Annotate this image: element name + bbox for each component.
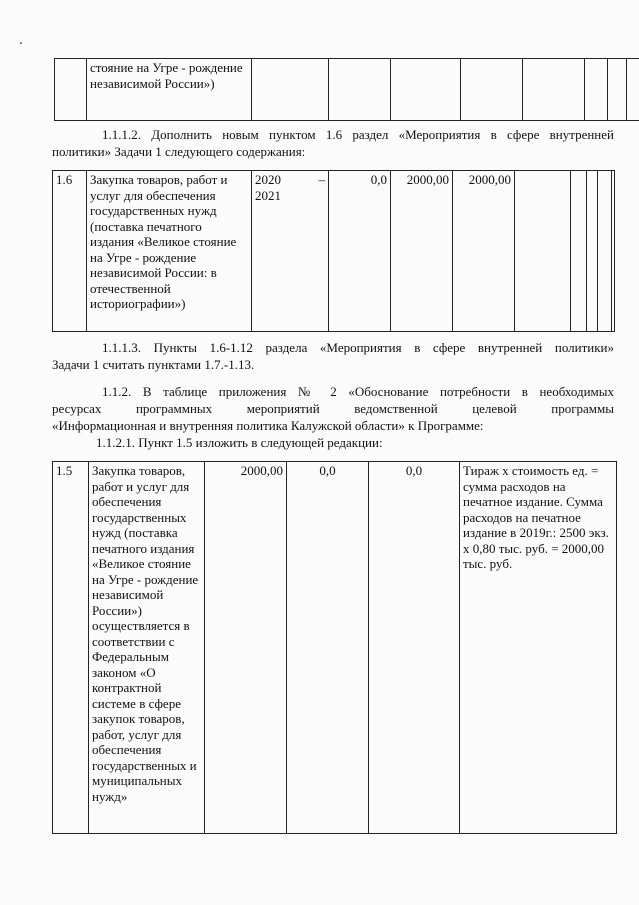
- years-from: 2020: [255, 172, 281, 187]
- cell-justification: Тираж х стоимость ед. = сумма расходов на печатное издание. Сумма расходов на печатное издание в 2019г.: 2500 экз. х 0,80 тыс. руб. = 2000,00 тыс. руб.: [460, 462, 617, 834]
- cell-empty: [571, 171, 587, 332]
- cell-name: Закупка товаров, работ и услуг для обеспечения государственных нужд (поставка печатного издания «Великое стояние на Угре - рождение независимой России») осуществляется в соответствии с Федеральным законом «О контрактной системе в сфере закупок товаров, работ, услуг для обеспечения государственных и муниципальных нужд»: [89, 462, 205, 834]
- cell-empty: [587, 171, 598, 332]
- text-line: ресурсах программных мероприятий ведомственной целевой программы: [52, 401, 614, 416]
- cell-empty: [252, 59, 329, 121]
- table-continuation: [54, 58, 639, 121]
- paragraph-justification-l2: [52, 401, 614, 417]
- cell-value: 0,0: [329, 171, 391, 332]
- cell-empty: [585, 59, 608, 121]
- cell-num: [55, 59, 87, 121]
- cell-empty: [515, 171, 571, 332]
- cell-empty: [523, 59, 585, 121]
- cell-years: [252, 171, 329, 332]
- cell-value: 2000,00: [453, 171, 515, 332]
- cell-value: 2000,00: [205, 462, 287, 834]
- cell-empty: [461, 59, 523, 121]
- cell-name: Закупка товаров, работ и услуг для обеспечения государственных нужд (поставка печатного издания «Великое стояние на Угре - рождение независимой России: в отечественной историографии»): [87, 171, 252, 332]
- table-row: [53, 462, 617, 834]
- cell-empty: [391, 59, 461, 121]
- paragraph-add-item-cont: [52, 144, 614, 160]
- cell-value: 0,0: [369, 462, 460, 834]
- scan-dot: [20, 42, 22, 44]
- paragraph-item-1-5: [96, 435, 614, 451]
- paragraph-renumber: [52, 340, 614, 356]
- text-line: 1.1.2. В таблице приложения № 2 «Обоснование потребности в необходимых: [102, 384, 614, 399]
- text-line: 1.1.1.3. Пункты 1.6-1.12 раздела «Мероприятия в сфере внутренней политики»: [102, 340, 614, 355]
- cell-empty: [612, 171, 615, 332]
- text-line: Задачи 1 считать пунктами 1.7.-1.13.: [52, 357, 255, 372]
- table-row: [55, 59, 639, 121]
- years-to: 2021: [255, 187, 281, 203]
- cell-empty: [608, 59, 627, 121]
- table-item-1-5: [52, 461, 617, 834]
- paragraph-add-item: [52, 127, 614, 143]
- cell-empty: [329, 59, 391, 121]
- cell-num: 1.5: [53, 462, 89, 834]
- table-row: [53, 171, 615, 332]
- paragraph-renumber-cont: [52, 357, 614, 373]
- table-new-item: [52, 170, 615, 332]
- cell-value: 2000,00: [391, 171, 453, 332]
- years-dash: –: [318, 172, 325, 187]
- paragraph-justification-l3: [52, 418, 614, 434]
- cell-name: стояние на Угре - рождение независимой России»): [87, 59, 252, 121]
- text-line: «Информационная и внутренняя политика Калужской области» к Программе:: [52, 418, 484, 433]
- cell-num: 1.6: [53, 171, 87, 332]
- cell-empty: [598, 171, 612, 332]
- cell-empty: [627, 59, 639, 121]
- text-line: 1.1.1.2. Дополнить новым пунктом 1.6 раздел «Мероприятия в сфере внутренней: [102, 127, 614, 142]
- text-line: политики» Задачи 1 следующего содержания:: [52, 144, 306, 159]
- paragraph-justification: [52, 384, 614, 400]
- cell-value: 0,0: [287, 462, 369, 834]
- text-line: 1.1.2.1. Пункт 1.5 изложить в следующей редакции:: [96, 435, 383, 450]
